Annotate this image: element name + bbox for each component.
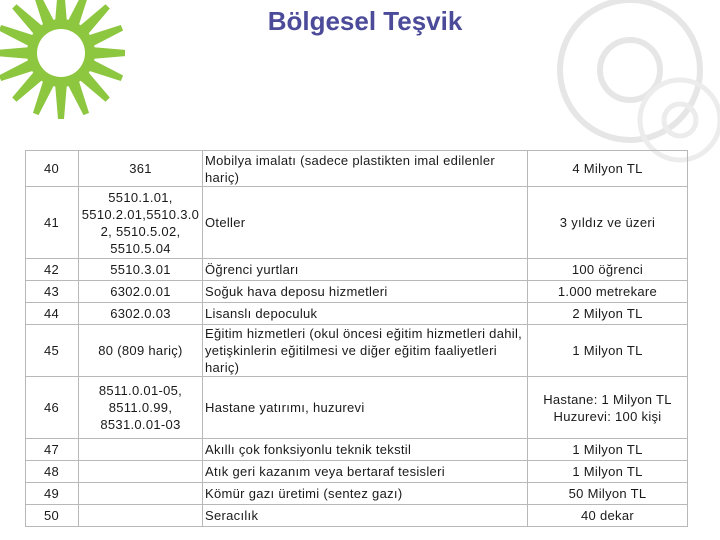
page-title: Bölgesel Teşvik bbox=[267, 6, 463, 36]
row-number: 40 bbox=[26, 151, 79, 187]
row-description: Hastane yatırımı, huzurevi bbox=[203, 377, 528, 439]
row-minimum: 2 Milyon TL bbox=[528, 303, 688, 325]
row-number: 44 bbox=[26, 303, 79, 325]
row-number: 42 bbox=[26, 259, 79, 281]
gear-logo-icon bbox=[0, 0, 125, 145]
table-row bbox=[26, 303, 688, 325]
incentive-table bbox=[25, 150, 688, 527]
table-row bbox=[26, 325, 688, 377]
row-description: Lisanslı depoculuk bbox=[203, 303, 528, 325]
row-description: Mobilya imalatı (sadece plastikten imal edilenler hariç) bbox=[203, 151, 528, 187]
row-code bbox=[79, 461, 203, 483]
row-code bbox=[79, 439, 203, 461]
row-minimum: Hastane: 1 Milyon TL Huzurevi: 100 kişi bbox=[528, 377, 688, 439]
row-minimum: 4 Milyon TL bbox=[528, 151, 688, 187]
row-description: Kömür gazı üretimi (sentez gazı) bbox=[203, 483, 528, 505]
row-minimum: 1 Milyon TL bbox=[528, 439, 688, 461]
row-description: Eğitim hizmetleri (okul öncesi eğitim hizmetleri dahil, yetişkinlerin eğitilmesi ve diğer eğitim faaliyetleri hariç) bbox=[203, 325, 528, 377]
table-row bbox=[26, 439, 688, 461]
table-row bbox=[26, 259, 688, 281]
row-minimum: 50 Milyon TL bbox=[528, 483, 688, 505]
row-minimum: 100 öğrenci bbox=[528, 259, 688, 281]
row-minimum: 40 dekar bbox=[528, 505, 688, 527]
row-number: 48 bbox=[26, 461, 79, 483]
row-number: 43 bbox=[26, 281, 79, 303]
table-row bbox=[26, 483, 688, 505]
row-code bbox=[79, 505, 203, 527]
row-minimum: 1.000 metrekare bbox=[528, 281, 688, 303]
row-code: 6302.0.03 bbox=[79, 303, 203, 325]
row-code: 5510.3.01 bbox=[79, 259, 203, 281]
row-code: 361 bbox=[79, 151, 203, 187]
row-code: 8511.0.01-05, 8511.0.99, 8531.0.01-03 bbox=[79, 377, 203, 439]
row-description: Atık geri kazanım veya bertaraf tesisleri bbox=[203, 461, 528, 483]
row-code: 80 (809 hariç) bbox=[79, 325, 203, 377]
row-code: 6302.0.01 bbox=[79, 281, 203, 303]
row-description: Akıllı çok fonksiyonlu teknik tekstil bbox=[203, 439, 528, 461]
row-number: 47 bbox=[26, 439, 79, 461]
row-number: 41 bbox=[26, 187, 79, 259]
row-number: 45 bbox=[26, 325, 79, 377]
row-number: 49 bbox=[26, 483, 79, 505]
table-row bbox=[26, 187, 688, 259]
row-number: 50 bbox=[26, 505, 79, 527]
table-row bbox=[26, 505, 688, 527]
table-row bbox=[26, 461, 688, 483]
row-description: Soğuk hava deposu hizmetleri bbox=[203, 281, 528, 303]
row-minimum: 1 Milyon TL bbox=[528, 325, 688, 377]
row-code: 5510.1.01, 5510.2.01,5510.3.0 2, 5510.5.02, 5510.5.04 bbox=[79, 187, 203, 259]
row-description: Oteller bbox=[203, 187, 528, 259]
table-row bbox=[26, 151, 688, 187]
row-description: Öğrenci yurtları bbox=[203, 259, 528, 281]
row-minimum: 3 yıldız ve üzeri bbox=[528, 187, 688, 259]
table-row bbox=[26, 281, 688, 303]
row-minimum: 1 Milyon TL bbox=[528, 461, 688, 483]
row-description: Seracılık bbox=[203, 505, 528, 527]
row-number: 46 bbox=[26, 377, 79, 439]
row-code bbox=[79, 483, 203, 505]
table-row bbox=[26, 377, 688, 439]
